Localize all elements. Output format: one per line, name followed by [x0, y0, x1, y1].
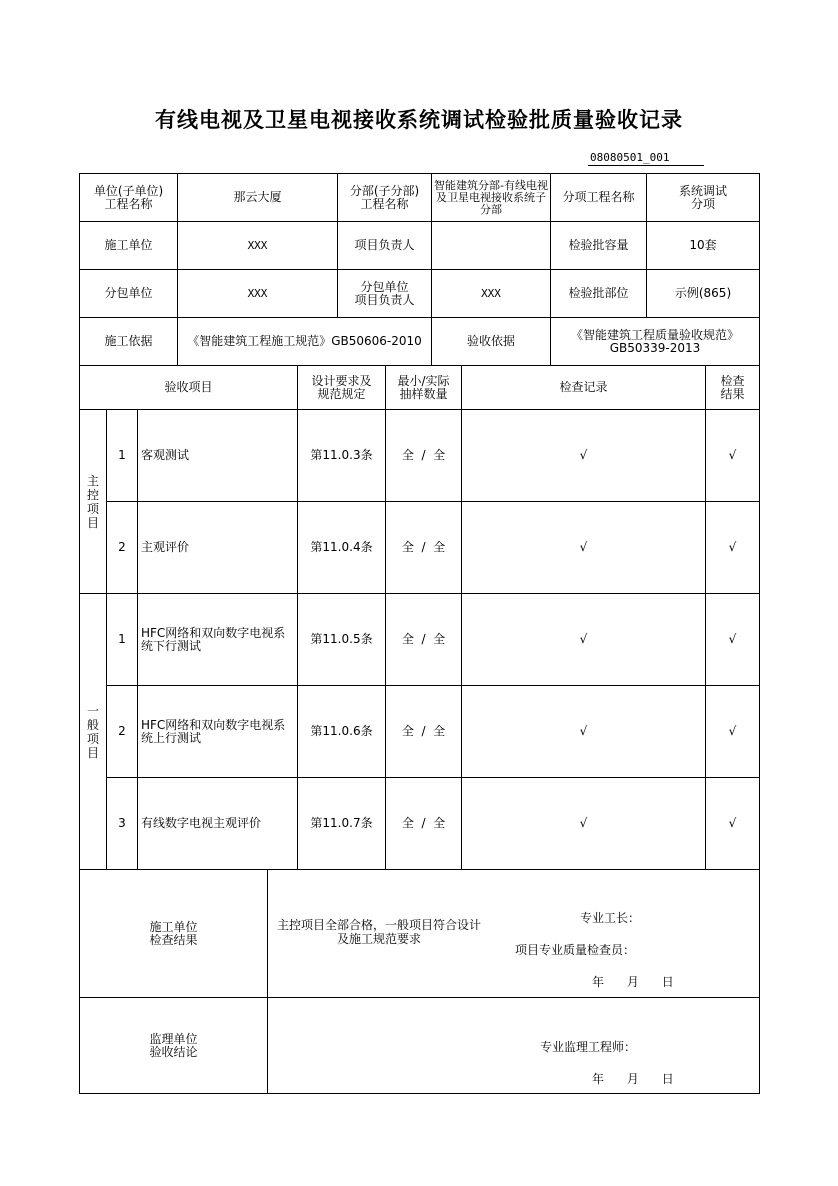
col-sample: 最小/实际 抽样数量 [385, 365, 462, 410]
unit-label: 单位(子单位) 工程名称 [79, 173, 178, 222]
supervision-box [267, 997, 760, 1094]
table-row-name: HFC网络和双向数字电视系统上行测试 [137, 685, 298, 778]
contractor-value: XXX [177, 221, 338, 270]
item-label: 分项工程名称 [550, 173, 647, 222]
table-row-result: √ [705, 777, 760, 870]
subcontractor-label: 分包单位 [79, 269, 178, 318]
construction-conclusion: 主控项目全部合格，一般项目符合设计及施工规范要求 [276, 918, 481, 946]
main-group-label: 主 控 项 目 [79, 409, 107, 594]
table-row-no: 2 [106, 685, 138, 778]
table-row-no: 3 [106, 777, 138, 870]
table-row-name: 客观测试 [137, 409, 298, 502]
table-row-design: 第11.0.5条 [297, 593, 386, 686]
table-row-record: √ [461, 409, 706, 502]
table-row-name: 有线数字电视主观评价 [137, 777, 298, 870]
supervision-engineer-label: 专业监理工程师： [540, 1040, 637, 1054]
table-row-design: 第11.0.4条 [297, 501, 386, 594]
accept-basis-value: 《智能建筑工程质量验收规范》GB50339-2013 [550, 317, 760, 366]
document-number: 08080501_001 [588, 151, 704, 166]
table-row-sample: 全 / 全 [385, 409, 462, 502]
table-row-result: √ [705, 593, 760, 686]
table-row-design: 第11.0.6条 [297, 685, 386, 778]
col-item: 验收项目 [79, 365, 298, 410]
col-design: 设计要求及 规范规定 [297, 365, 386, 410]
subdept-label: 分部(子分部) 工程名称 [337, 173, 432, 222]
table-row-record: √ [461, 685, 706, 778]
foreman-label: 专业工长： [580, 911, 641, 925]
subcontractor-value: XXX [177, 269, 338, 318]
location-value: 示例(865) [646, 269, 760, 318]
construction-check-label: 施工单位 检查结果 [79, 869, 268, 998]
table-row-no: 1 [106, 409, 138, 502]
table-row-result: √ [705, 501, 760, 594]
table-row-no: 1 [106, 593, 138, 686]
page-title: 有线电视及卫星电视接收系统调试检验批质量验收记录 [155, 108, 683, 132]
contractor-label: 施工单位 [79, 221, 178, 270]
subdept-value: 智能建筑分部-有线电视及卫星电视接收系统子分部 [431, 173, 551, 222]
col-record: 检查记录 [461, 365, 706, 410]
table-row-no: 2 [106, 501, 138, 594]
general-group-label: 一 般 项 目 [79, 593, 107, 870]
table-row-record: √ [461, 777, 706, 870]
table-row-result: √ [705, 685, 760, 778]
location-label: 检验批部位 [550, 269, 647, 318]
unit-value: 那云大厦 [177, 173, 338, 222]
basis-label: 施工依据 [79, 317, 178, 366]
accept-basis-label: 验收依据 [431, 317, 551, 366]
sub-pm-value: XXX [431, 269, 551, 318]
construction-date: 年 月 日 [592, 975, 674, 989]
table-row-name: HFC网络和双向数字电视系统下行测试 [137, 593, 298, 686]
item-value: 系统调试 分项 [646, 173, 760, 222]
pm-value [431, 221, 551, 270]
table-row-name: 主观评价 [137, 501, 298, 594]
table-row-sample: 全 / 全 [385, 501, 462, 594]
col-result: 检查 结果 [705, 365, 760, 410]
table-row-sample: 全 / 全 [385, 593, 462, 686]
capacity-value: 10套 [646, 221, 760, 270]
table-row-design: 第11.0.7条 [297, 777, 386, 870]
sub-pm-label: 分包单位 项目负责人 [337, 269, 432, 318]
table-row-design: 第11.0.3条 [297, 409, 386, 502]
table-row-record: √ [461, 501, 706, 594]
table-row-result: √ [705, 409, 760, 502]
supervision-label: 监理单位 验收结论 [79, 997, 268, 1094]
table-row-sample: 全 / 全 [385, 777, 462, 870]
supervision-date: 年 月 日 [592, 1072, 674, 1086]
inspector-label: 项目专业质量检查员： [515, 943, 636, 957]
table-row-record: √ [461, 593, 706, 686]
basis-value: 《智能建筑工程施工规范》GB50606-2010 [177, 317, 432, 366]
table-row-sample: 全 / 全 [385, 685, 462, 778]
pm-label: 项目负责人 [337, 221, 432, 270]
capacity-label: 检验批容量 [550, 221, 647, 270]
